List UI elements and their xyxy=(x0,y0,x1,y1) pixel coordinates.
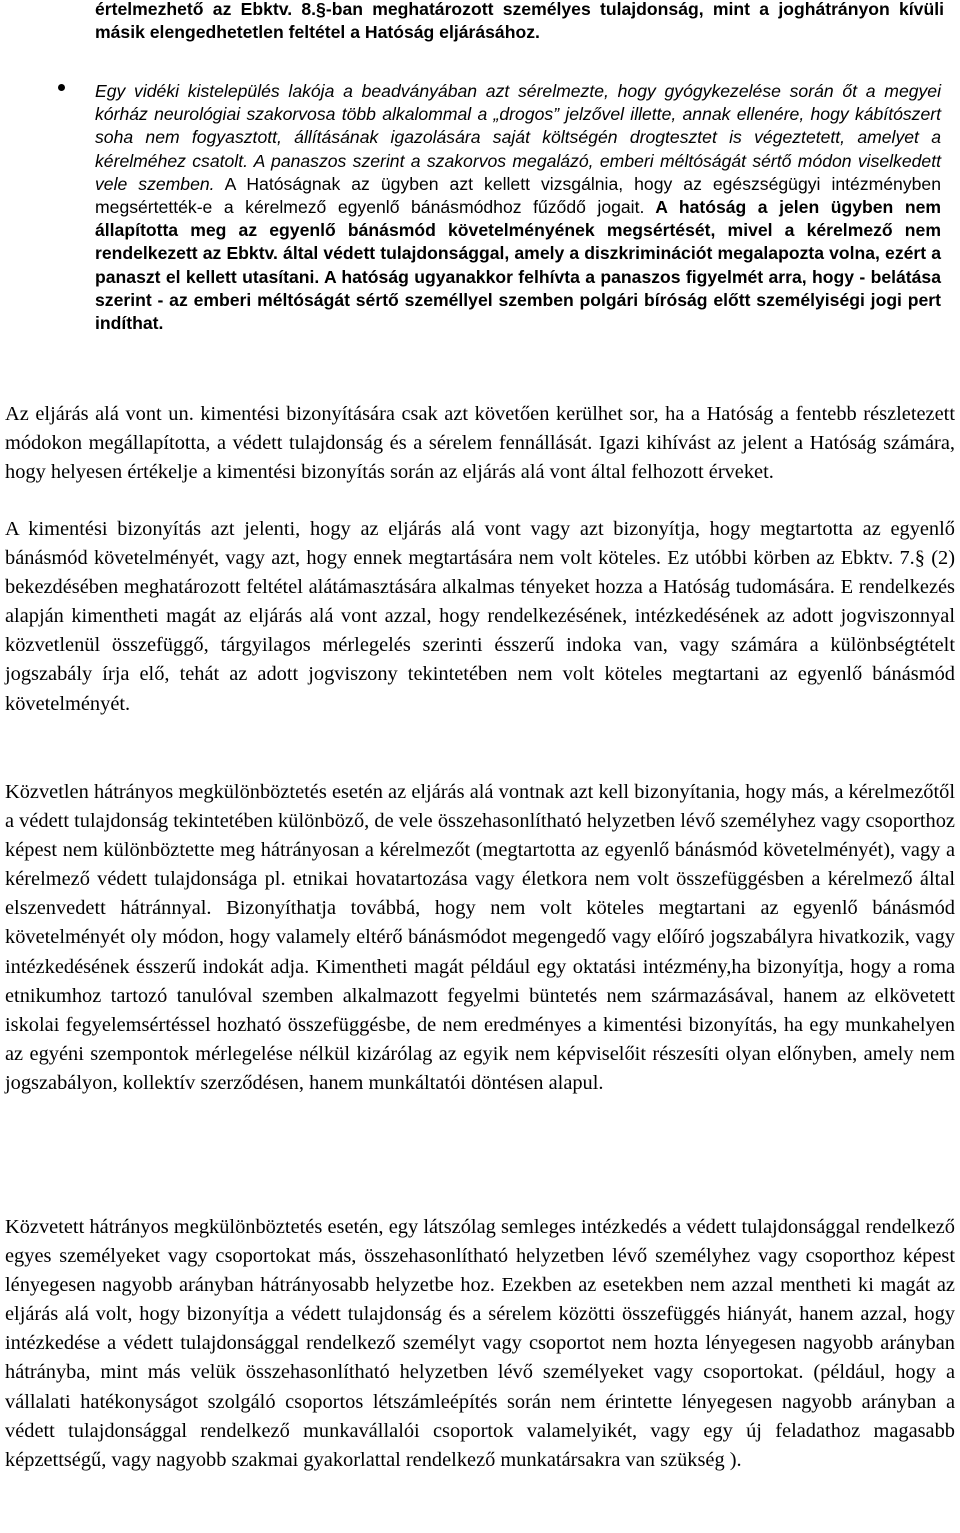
paragraph-indirect-discrimination: Közvetett hátrányos megkülönböztetés esetén, egy látszólag semleges intézkedés a védett tulajdonsággal rendelkező egyes személyeket vagy csoportokat más, összehasonlítható helyzetben lévő személyhez vagy csoporthoz képest lényegesen nagyobb arányban hátrányosabb helyzetbe hoz. Ezekben az esetekben nem azzal mentheti ki magát az eljárás alá volt, hogy bizonyítja a védett tulajdonság és a sérelem közötti összefüggés hiányát, hanem azzal, hogy intézkedése a védett tulajdonsággal rendelkező személyt vagy csoportot nem hozta lényegesen nagyobb arányban hátrányba, mint más velük összehasonlítható helyzetben lévő személyeket vagy csoportokat. (például, hogy a vállalati hatékonyságot szolgáló csoportos létszámleépítés során nem érintette lényegesen nagyobb arányban a védett tulajdonsággal rendelkező munkavállalói csoportok valamelyikét, vagy egy új feladathoz magasabb képzettségű, vagy nagyobb szakmai gyakorlattal rendelkező munkatársakra van szükség ). xyxy=(5,1216,955,1471)
case-example-paragraph xyxy=(95,80,941,335)
paragraph-exculpation-meaning: A kimentési bizonyítás azt jelenti, hogy az eljárás alá vont vagy azt bizonyítja, hogy megtartotta az egyenlő bánásmód követelményét, vagy azt, hogy ennek megtartására nem volt köteles. Ez utóbbi körben az Ebktv. 7.§ (2) bekezdésében meghatározott feltétel alátámasztására alkalmas tényeket hozza a Hatóság tudomására. E rendelkezés alapján kimentheti magát az eljárás alá vont azzal, hogy rendelkezésének, intézkedésének az adott jogviszonnyal közvetlenül összefüggő, tárgyilagos mérlegelés szerinti ésszerű indoka van, vagy számára a különbségtételt jogszabály írja elő, tehát az adott jogviszony tekintetében nem volt köteles megtartani az egyenlő bánásmód követelményét. xyxy=(5,518,955,715)
case-italic-text: Egy vidéki kistelepülés lakója a beadványában azt sérelmezte, hogy gyógykezelése során őt a megyei kórház neurológiai szakorvosa több alkalommal a „drogos” jelzővel illette, annak ellenére, hogy kábítószert soha nem fogyasztott, állításának igazolására saját költségén drogtesztet is végeztetett, amelyet a kérelméhez csatolt. A panaszos szerint a szakorvos megalázó, emberi méltóságát sértő módon viselkedett vele szemben. xyxy=(95,81,941,194)
paragraph-exculpation-intro: Az eljárás alá vont un. kimentési bizonyítására csak azt követően kerülhet sor, ha a Hatóság a fentebb részletezett módokon megállapította, a védett tulajdonság és a sérelem fennállását. Igazi kihívást az jelent a Hatóság számára, hogy helyesen értékelje a kimentési bizonyítás során az eljárás alá vont által felhozott érveket. xyxy=(5,403,955,484)
case-bold-text: A hatóság a jelen ügyben nem állapította meg az egyenlő bánásmód követelményének megsértését, mivel a kérelmező nem rendelkezett az Ebktv. által védett tulajdonsággal, amely a diszkriminációt megalapozta volna, ezért a panaszt el kellett utasítani. A hatóság ugyanakkor felhívta a panaszos figyelmét arra, hogy - belátása szerint - az emberi méltóságát sértő személlyel szemben polgári bíróság előtt személyiségi jogi pert indíthat. xyxy=(95,197,941,334)
paragraph-direct-discrimination: Közvetlen hátrányos megkülönböztetés esetén az eljárás alá vontnak azt kell bizonyítania, hogy más, a kérelmezőtől a védett tulajdonság tekintetében különböző, de vele összehasonlítható helyzetben lévő személyhez vagy csoporthoz képest nem különböztette meg hátrányosan a kérelmezőt (megtartotta az egyenlő bánásmód követelményét), vagy a kérelmező védett tulajdonsága pl. etnikai hovatartozása vagy életkora nem volt összefüggésben a kérelmező által elszenvedett hátránnyal. Bizonyíthatja továbbá, hogy nem volt köteles megtartani az egyenlő bánásmód követelményét oly módon, hogy valamely eltérő bánásmódot megengedő vagy előíró jogszabályra hivatkozik, vagy intézkedésének ésszerű indokát adja. Kimentheti magát például egy oktatási intézmény,ha bizonyítja, hogy a roma etnikumhoz tartozó tanulóval szemben alkalmazott fegyelmi büntetés nem származásával, hanem az elkövetett iskolai fegyelemsértéssel hozható összefüggésbe, de nem eredményes a kimentési bizonyítás, ha egy munkahelyen az egyéni szempontok mérlegelése nélkül kizárólag az egyik nem képviselőit részesíti olyan előnyben, amely nem jogszabályon, kollektív szerződésen, hanem munkáltatói döntésen alapul. xyxy=(5,781,955,1094)
case-regular-text: A Hatóságnak az ügyben azt kellett vizsgálnia, hogy az egészségügyi intézményben megsértették-e a kérelmező egyenlő bánásmódhoz fűződő jogait. xyxy=(95,173,941,218)
bullet-dot-icon xyxy=(58,84,65,91)
continued-bold-paragraph: értelmezhető az Ebktv. 8.§-ban meghatározott személyes tulajdonság, mint a joghátrányon kívüli másik elengedhetetlen feltétel a Hatóság eljárásához. xyxy=(95,0,944,43)
